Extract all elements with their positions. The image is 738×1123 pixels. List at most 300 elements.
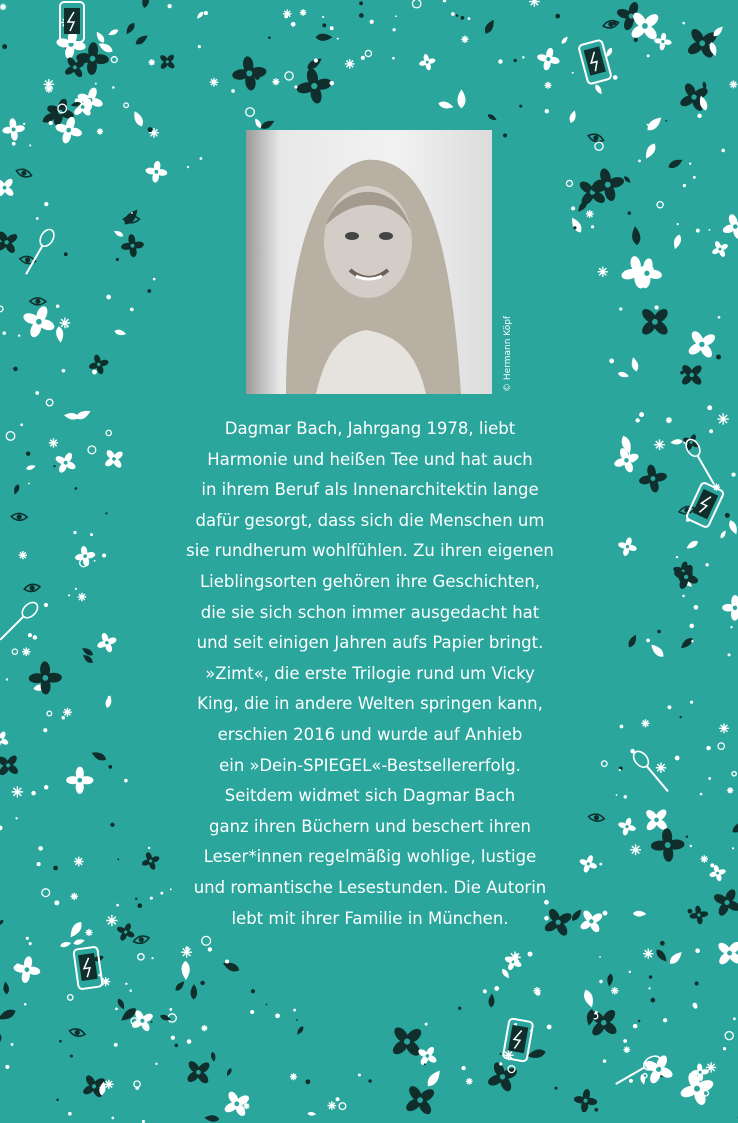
leaf-icon [582, 988, 596, 1009]
dot-icon [250, 1010, 254, 1014]
dot-icon [44, 785, 49, 790]
star-icon [210, 78, 219, 87]
leaf-icon [305, 56, 324, 72]
leaf-icon [3, 981, 10, 995]
flower-icon [155, 49, 180, 74]
flower-icon [535, 45, 562, 72]
dot-icon [68, 594, 70, 596]
dot-icon [721, 149, 725, 153]
dot-icon [0, 825, 2, 830]
dot-icon [619, 307, 622, 310]
dot-icon [547, 1025, 552, 1030]
dot-icon [147, 289, 151, 293]
dot-icon [682, 595, 685, 598]
dot-icon [635, 418, 639, 422]
dot-icon [339, 1103, 346, 1110]
star-icon [44, 79, 55, 90]
dot-icon [115, 1008, 118, 1011]
dot-icon [451, 12, 455, 16]
dot-icon [148, 127, 153, 132]
leaf-icon [295, 1025, 304, 1036]
dot-icon [629, 971, 631, 973]
leaf-icon [141, 0, 150, 9]
dot-icon [202, 936, 211, 945]
dot-icon [709, 429, 713, 433]
star-icon [12, 786, 23, 797]
dot-icon [208, 947, 212, 951]
star-icon [272, 78, 279, 85]
leaf-icon [210, 1051, 216, 1062]
dot-icon [15, 817, 17, 819]
dot-icon [663, 1018, 667, 1022]
dot-icon [706, 746, 710, 750]
star-icon [656, 763, 666, 773]
dot-icon [12, 649, 17, 654]
dot-icon [336, 1097, 340, 1101]
dot-icon [251, 989, 255, 993]
dot-icon [500, 1053, 502, 1055]
author-bio [140, 414, 600, 934]
dot-icon [47, 711, 52, 716]
dot-icon [727, 653, 730, 656]
dot-icon [44, 603, 48, 607]
dot-icon [655, 327, 657, 329]
flower-icon [94, 630, 120, 656]
dot-icon [67, 995, 73, 1001]
eye-icon [133, 934, 150, 945]
dot-icon [24, 1003, 27, 1006]
star-icon [201, 1025, 207, 1031]
dot-icon [599, 980, 602, 983]
dot-icon [285, 16, 288, 19]
dot-icon [424, 1063, 426, 1065]
dot-icon [609, 359, 614, 364]
dot-icon [686, 836, 688, 838]
leaf-icon [617, 371, 630, 379]
dot-icon [11, 1043, 14, 1046]
dot-icon [53, 866, 58, 871]
leaf-icon [585, 1009, 595, 1027]
dot-icon [723, 1047, 726, 1050]
star-icon [666, 417, 672, 423]
dot-icon [305, 1079, 310, 1084]
dot-icon [370, 20, 374, 24]
dot-icon [718, 743, 724, 749]
dot-icon [42, 889, 50, 897]
dot-icon [101, 43, 103, 45]
dot-icon [294, 85, 297, 88]
dot-icon [629, 1079, 633, 1083]
dot-icon [718, 316, 721, 319]
flower-icon [719, 210, 738, 243]
dot-icon [12, 142, 16, 146]
dot-icon [628, 211, 631, 214]
dot-icon [275, 1013, 280, 1018]
leaf-icon [113, 229, 125, 238]
flower-icon [708, 883, 738, 922]
dot-icon [66, 326, 68, 328]
star-icon [149, 59, 155, 65]
leaf-icon [307, 1112, 316, 1117]
dot-icon [638, 159, 641, 162]
dot-icon [43, 728, 47, 732]
flower-icon [28, 661, 62, 695]
dot-icon [23, 123, 25, 125]
dot-icon [555, 1087, 558, 1090]
dot-icon [268, 36, 271, 39]
dot-icon [690, 845, 692, 847]
spoon-icon [21, 227, 57, 277]
eye-icon [602, 19, 619, 29]
dot-icon [117, 858, 119, 860]
bio-line: Dagmar Bach, Jahrgang 1978, liebt [224, 419, 516, 438]
dot-icon [498, 59, 502, 63]
dot-icon [732, 772, 736, 776]
dot-icon [70, 1055, 73, 1058]
leaf-icon [196, 10, 205, 20]
flower-icon [482, 1056, 523, 1097]
dot-icon [37, 862, 41, 866]
dot-icon [599, 956, 601, 958]
dot-icon [53, 465, 55, 467]
flower-icon [639, 1049, 679, 1089]
star-icon [729, 81, 737, 89]
bio-line: die sie sich schon immer ausgedacht hat [200, 602, 540, 622]
leaf-icon [606, 973, 613, 987]
dot-icon [443, 0, 446, 2]
dot-icon [616, 794, 618, 796]
star-icon [719, 723, 729, 733]
dot-icon [483, 989, 487, 993]
dot-icon [634, 38, 638, 42]
star-icon [22, 648, 30, 656]
dot-icon [657, 202, 663, 208]
star-icon [466, 1078, 473, 1085]
leaf-icon [0, 1007, 17, 1023]
dot-icon [680, 716, 682, 718]
leaf-icon [643, 142, 658, 161]
smartphone-icon [73, 947, 102, 990]
dot-icon [105, 512, 107, 514]
dot-icon [20, 423, 23, 426]
dot-icon [545, 109, 549, 113]
star-icon [623, 1046, 630, 1053]
leaf-icon [114, 328, 127, 336]
dot-icon [393, 28, 396, 31]
flower-icon [397, 1077, 443, 1123]
flower-icon [0, 172, 20, 203]
eye-icon [15, 167, 32, 179]
eye-icon [24, 583, 41, 592]
leaf-icon [174, 979, 186, 992]
dot-icon [111, 57, 117, 63]
flower-icon [650, 827, 686, 863]
dot-icon [392, 57, 395, 60]
leaf-icon [730, 819, 738, 835]
bio-line: Lieblingsorten gehören ihre Geschichten, [199, 571, 541, 591]
flower-icon [73, 544, 97, 568]
leaf-icon [488, 993, 495, 1007]
dot-icon [35, 391, 39, 395]
bio-line: und seit einigen Jahren aufs Papier bringt. [196, 633, 544, 653]
dot-icon [683, 184, 686, 187]
dot-icon [458, 1007, 461, 1010]
dot-icon [185, 946, 189, 950]
dot-icon [359, 1, 363, 5]
dot-icon [655, 306, 659, 310]
leaf-icon [623, 175, 632, 184]
leaf-icon [55, 326, 64, 343]
leaf-icon [569, 216, 584, 235]
dot-icon [595, 1011, 598, 1014]
flower-icon [1, 117, 26, 142]
leaf-icon [630, 356, 640, 372]
star-icon [641, 719, 649, 727]
dot-icon [624, 795, 627, 798]
dot-icon [665, 120, 667, 122]
dot-icon [246, 108, 255, 117]
flower-icon [0, 225, 24, 260]
dot-icon [187, 166, 189, 168]
dot-icon [643, 1074, 647, 1078]
leaf-icon [425, 1068, 443, 1089]
dot-icon [155, 1063, 157, 1065]
dot-icon [106, 295, 111, 300]
leaf-icon [560, 35, 569, 45]
dot-icon [691, 640, 693, 642]
leaf-icon [97, 41, 115, 55]
star-icon [0, 4, 6, 11]
dot-icon [0, 306, 3, 312]
leaf-icon [190, 984, 197, 1000]
dot-icon [695, 948, 700, 953]
bio-line: Leser*innen regelmäßig wohlige, lustige [203, 847, 537, 867]
leaf-icon [487, 113, 498, 122]
dot-icon [130, 308, 134, 312]
flower-icon [688, 904, 710, 926]
dot-icon [677, 223, 679, 225]
flower-icon [51, 448, 81, 478]
dot-icon [395, 15, 397, 17]
leaf-icon [107, 28, 119, 37]
flower-icon [707, 863, 728, 884]
dot-icon [555, 14, 560, 19]
dot-icon [198, 45, 201, 48]
dot-icon [599, 268, 601, 270]
dot-icon [151, 957, 153, 959]
dot-icon [425, 1023, 428, 1026]
star-icon [345, 59, 355, 69]
star-icon [598, 267, 608, 277]
dot-icon [94, 560, 96, 562]
dot-icon [38, 846, 43, 851]
dot-icon [124, 779, 128, 783]
bio-line: Seitdem widmet sich Dagmar Bach [224, 786, 516, 806]
dot-icon [64, 252, 68, 256]
dot-icon [90, 533, 93, 536]
dot-icon [675, 756, 680, 761]
leaf-icon [685, 539, 699, 551]
dot-icon [359, 13, 364, 18]
leaf-icon [631, 226, 641, 246]
dot-icon [672, 958, 675, 961]
dot-icon [639, 412, 644, 417]
leaf-icon [679, 636, 695, 651]
flower-icon [708, 237, 731, 260]
bio-line: sie rundherum wohlfühlen. Zu ihren eigenen [186, 541, 554, 561]
dot-icon [603, 1059, 607, 1063]
eye-icon [30, 298, 46, 305]
star-icon [328, 1101, 337, 1110]
leaf-icon [124, 21, 136, 35]
dot-icon [124, 103, 129, 108]
dot-icon [49, 121, 53, 125]
dot-icon [169, 1008, 172, 1011]
dot-icon [95, 83, 97, 85]
dot-icon [358, 1073, 361, 1076]
dot-icon [536, 991, 541, 996]
flower-icon [0, 748, 25, 782]
leaf-icon [90, 750, 107, 763]
dot-icon [693, 1005, 697, 1009]
dot-icon [694, 605, 699, 610]
bio-line: in ihrem Beruf als Innenarchitektin lange [201, 480, 539, 500]
dot-icon [131, 212, 133, 214]
star-icon [104, 1080, 113, 1089]
dot-icon [116, 258, 119, 261]
dot-icon [266, 1004, 268, 1006]
bio-line: und romantische Lesestunden. Die Autorin [193, 877, 547, 897]
star-icon [78, 593, 87, 602]
bio-line: ein »Dein-SPIEGEL«-Bestsellererfolg. [219, 755, 521, 775]
dot-icon [26, 451, 30, 455]
dot-icon [708, 777, 711, 780]
dot-icon [167, 4, 171, 8]
dot-icon [56, 1099, 59, 1102]
leaf-icon [204, 1115, 220, 1123]
flower-icon [636, 462, 669, 495]
eye-icon [587, 132, 604, 143]
flower-icon [144, 159, 169, 184]
dot-icon [171, 1036, 175, 1040]
leaf-icon [667, 950, 684, 967]
dot-icon [725, 1032, 733, 1040]
star-icon [529, 0, 540, 7]
dot-icon [716, 355, 721, 360]
flower-icon [722, 595, 738, 621]
dot-icon [6, 678, 8, 680]
leaf-icon [221, 960, 240, 974]
dot-icon [5, 1065, 9, 1069]
dot-icon [322, 23, 326, 27]
dot-icon [660, 941, 665, 946]
dot-icon [733, 1017, 736, 1020]
leaf-icon [719, 529, 727, 539]
dot-icon [709, 229, 711, 231]
leaf-icon [568, 110, 577, 124]
flower-icon [18, 300, 61, 343]
star-icon [97, 128, 103, 134]
dot-icon [528, 952, 533, 957]
dot-icon [200, 981, 204, 985]
dot-icon [255, 75, 260, 80]
dot-icon [648, 987, 650, 989]
leaf-icon [457, 89, 465, 108]
flower-icon [710, 933, 738, 973]
dot-icon [151, 1021, 153, 1023]
dot-icon [468, 17, 471, 20]
dot-icon [633, 1024, 638, 1029]
star-icon [71, 893, 78, 900]
dot-icon [291, 22, 296, 27]
star-icon [654, 439, 665, 450]
dot-icon [102, 553, 106, 557]
dot-icon [44, 202, 48, 206]
dot-icon [135, 898, 137, 900]
leaf-icon [131, 110, 145, 128]
star-icon [63, 708, 72, 717]
spoon-icon [631, 749, 673, 796]
dot-icon [682, 22, 685, 25]
dot-icon [368, 1079, 371, 1082]
leaf-icon [437, 100, 454, 110]
dot-icon [503, 133, 507, 137]
smartphone-icon [578, 40, 612, 85]
star-icon [544, 82, 551, 89]
dot-icon [2, 331, 6, 335]
star-icon [717, 413, 729, 425]
dot-icon [36, 217, 39, 220]
flower-icon [218, 1085, 255, 1122]
dot-icon [62, 369, 66, 373]
dot-icon [365, 50, 371, 56]
leaf-icon [94, 30, 106, 44]
flower-icon [120, 233, 146, 259]
flower-icon [681, 323, 724, 366]
dot-icon [638, 1020, 640, 1022]
dot-icon [116, 904, 119, 907]
bio-line: dafür gesorgt, dass sich die Menschen um [195, 510, 545, 530]
dot-icon [200, 157, 203, 160]
leaf-icon [64, 412, 80, 420]
dot-icon [499, 1062, 502, 1065]
eye-icon [69, 1027, 86, 1037]
leaf-icon [633, 911, 647, 917]
dot-icon [697, 114, 701, 118]
flower-icon [616, 535, 640, 559]
dot-icon [29, 144, 31, 146]
dot-icon [112, 86, 115, 89]
leaf-icon [12, 483, 20, 495]
flower-icon [66, 767, 93, 794]
bio-line: King, die in andere Welten springen kann, [197, 694, 543, 714]
smartphone-icon [686, 482, 725, 528]
flower-icon [616, 815, 639, 838]
dot-icon [676, 556, 678, 558]
dot-icon [650, 998, 655, 1003]
dot-icon [231, 89, 235, 93]
dot-icon [646, 639, 650, 643]
dot-icon [572, 72, 574, 74]
leaf-icon [727, 519, 738, 536]
dot-icon [108, 765, 112, 769]
dot-icon [337, 38, 339, 40]
bio-line: »Zimt«, die erste Trilogie rund um Vicky [205, 663, 535, 683]
dot-icon [591, 225, 594, 228]
flower-icon [631, 298, 678, 345]
dot-icon [595, 142, 603, 150]
dot-icon [688, 909, 693, 914]
